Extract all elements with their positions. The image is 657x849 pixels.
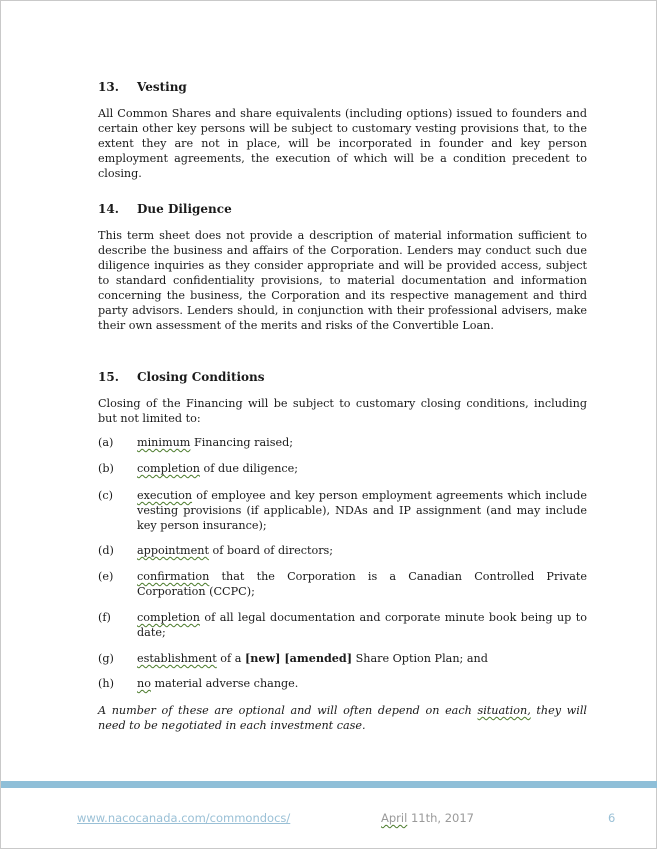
- spellcheck-word[interactable]: execution: [137, 489, 193, 502]
- spellcheck-word[interactable]: situation,: [477, 704, 531, 717]
- condition-text: completion of all legal documentation and corporate minute book being up to date;: [137, 611, 587, 639]
- section-number: 14.: [98, 202, 119, 216]
- condition-text: completion of due diligence;: [137, 462, 299, 475]
- section-13-body: All Common Shares and share equivalents (including options) issued to founders and certain other key persons will be subject to customary vesting provisions that, to the extent they are not in place, will be incorporated in founder and key person employment agreements, the execution of which will be a condition precedent to closing.: [98, 107, 587, 180]
- condition-label: (g): [98, 652, 114, 665]
- section-title: Vesting: [137, 80, 187, 94]
- condition-label: (d): [98, 544, 114, 557]
- footer-divider-bar: [1, 781, 657, 788]
- spellcheck-word[interactable]: establishment: [137, 652, 217, 665]
- section-15-heading: [98, 370, 265, 385]
- section-number: 15.: [98, 370, 119, 384]
- footer-date: April 11th, 2017: [381, 811, 474, 825]
- page-number: 6: [608, 811, 616, 825]
- section-14-body: This term sheet does not provide a description of material information sufficient to describe the business and affairs of the Corporation. Lenders may conduct such due diligence inquiries as they consider appropriate and will be provided access, subject to standard confidentiality provisions, to material documentation and information concerning the business, the Corporation and its respective management and third party advisors. Lenders should, in conjunction with their professional advisers, make their own assessment of the merits and risks of the Convertible Loan.: [98, 229, 587, 332]
- section-13-heading: [98, 80, 187, 95]
- spellcheck-word[interactable]: no: [137, 677, 151, 690]
- italic-note: A number of these are optional and will often depend on each situation, they will need to be negotiated in each investment case.: [98, 704, 587, 732]
- condition-label: (f): [98, 611, 111, 624]
- condition-label: (h): [98, 677, 114, 690]
- condition-label: (b): [98, 462, 114, 475]
- condition-text: confirmation that the Corporation is a Canadian Controlled Private Corporation (CCPC);: [137, 570, 587, 598]
- condition-label: (a): [98, 436, 114, 449]
- section-number: 13.: [98, 80, 119, 94]
- footer-link[interactable]: www.nacocanada.com/commondocs/: [77, 811, 291, 825]
- spellcheck-word[interactable]: completion: [137, 462, 200, 475]
- spellcheck-word[interactable]: April: [381, 811, 408, 825]
- bold-option-text: [new] [amended]: [244, 651, 353, 665]
- condition-text: minimum Financing raised;: [137, 436, 294, 449]
- condition-text: execution of employee and key person employment agreements which include vesting provisions (if applicable), NDAs and IP assignment (and may include key person insurance);: [137, 489, 587, 532]
- condition-text: no material adverse change.: [137, 677, 299, 690]
- condition-text: establishment of a [new] [amended] Share Option Plan; and: [137, 651, 488, 665]
- condition-label: (e): [98, 570, 114, 583]
- condition-label: (c): [98, 489, 113, 502]
- condition-text: appointment of board of directors;: [137, 544, 334, 557]
- section-title: Closing Conditions: [137, 370, 265, 384]
- spellcheck-word[interactable]: completion: [137, 611, 200, 624]
- section-15-body: Closing of the Financing will be subject to customary closing conditions, including but not limited to:: [98, 397, 587, 425]
- section-title: Due Diligence: [137, 202, 232, 216]
- section-14-heading: [98, 202, 232, 217]
- spellcheck-word[interactable]: minimum: [137, 436, 191, 449]
- spellcheck-word[interactable]: confirmation: [137, 570, 210, 583]
- spellcheck-word[interactable]: appointment: [137, 544, 209, 557]
